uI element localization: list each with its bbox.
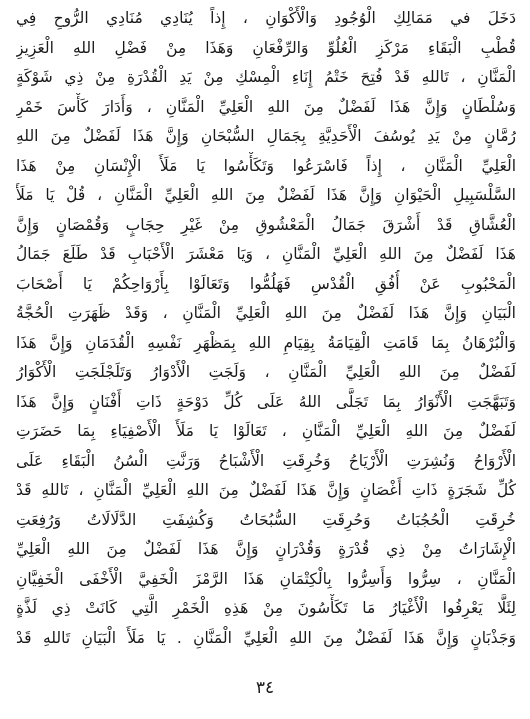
- text-line: الْإِشَارَاتُ مِنْ ذِي قُدْرَةٍ وَقُدْرَانٍ وَإِنَّ هَذَا لَفَضْلٌ مِنَ اللهِ الْعَلِيِّ: [16, 540, 516, 558]
- text-line: رُمَّانٍ مِنْ يَدِ يُوسُفَ الْأَحَدِيَّةِ بِجَمَالِ السُّبْحَانِ وَإِنَّ هَذَا لَفَضْلٌ مِنَ اللهِ: [16, 127, 516, 145]
- arabic-text-body: [16, 4, 516, 653]
- text-line: دَخَلَ في مَمَالِكِ الْوُجُودِ وَالْأَكْوَانِ ، إِذاً يُنَادِي مُنَادِي الرُّوحِ فِي: [16, 9, 516, 27]
- text-line: السَّلْسَبِيلِ الْحَيْوَانِ وَإِنَّ هَذَا لَفَضْلٌ مِنَ اللهِ الْعَلِيِّ الْمَنَّانِ ، قُلْ يَا مَلَأَ: [16, 186, 516, 204]
- text-line: وَالْبُرْهَانُ بِمَا قَامَتِ الْقِيَامَةُ بِقِيَامِ اللهِ بِمَظْهَرِ نَفْسِهِ الْقُدَمَانِ وَإِنَّ هَذَا: [16, 333, 516, 352]
- text-line: كُلِّ شَجَرَةٍ ذَاتِ أَغْصَانٍ وَإِنَّ هَذَا لَفَضْلٌ مِنَ اللهِ الْعَلِيِّ الْمَنَّانِ ، تَاللهِ قَدْ: [16, 481, 516, 499]
- text-line: لَفَضْلٌ مِنَ اللهِ الْعَلِيِّ الْمَنَّانِ ، تَعَالَوْا يَا مَلَأَ الْأَصْفِيَاءِ بِمَا حَضَرَتِ: [16, 422, 516, 440]
- text-line: خُرِقَتِ الْحُجُبَاتُ وَحُرِقَتِ السُّبُحَاتُ وَكُشِفَتِ الدَّلَالَاتُ وَرُفِعَتِ: [16, 510, 516, 529]
- text-line: الْمَنَّانِ ، تَاللهِ قَدْ فُتِحَ خَتْمُ إِنَاءِ الْمِسْكِ مِنْ يَدِ الْقُدْرَةِ مِنْ ذِي شَوْكَةٍ: [16, 68, 516, 86]
- text-line: الْعَلِيِّ الْمَنَّانِ ، إِذاً فَاسْرَعُوا وَتَكَأْسُوا يَا مَلَأَ الْإِنْسَانِ مِنْ هَذَا: [16, 156, 516, 175]
- page-number: ٣٤: [255, 678, 275, 698]
- text-line: لِئَلَّا يَعْرِفُوا الْأَغْيَارُ مَا تَكَأْسُونَ مِنْ هَذِهِ الْخَمْرِ الَّتِي كَانَتْ ذِي لَذَّةٍ: [16, 599, 516, 617]
- text-line: الْمَنَّانِ ، سِرُّوا وَأَسِرُّوا بِالْكِتْمَانِ هَذَا الرَّمْزَ الْخَفِيَّ الْأَخْفَى الْخَفِيَّانِ: [16, 569, 516, 588]
- text-line: وَجَذْبَانٍ وَإِنَّ هَذَا لَفَضْلٌ مِنَ اللهِ الْعَلِيِّ الْمَنَّانِ . يَا مَلَأَ الْبَيَانِ تَاللهِ قَدْ: [16, 628, 516, 647]
- text-line: هَذَا لَفَضْلٌ مِنَ اللهِ الْعَلِيِّ الْمَنَّانِ ، وَيَا مَعْشَرَ الْأَحْبَابِ قَدْ طَلَعَ جَمَالُ: [16, 245, 516, 263]
- text-line: لَفَضْلٌ مِنَ اللهِ الْعَلِيِّ الْمَنَّانِ ، وَلَجَتِ الْأَدْوَارُ وَتَلَجْلَجَتِ الْأَكْوَارُ: [16, 363, 516, 381]
- text-line: وَسُلْطَانٍ وَإِنَّ هَذَا لَفَضْلٌ مِنَ اللهِ الْعَلِيِّ الْمَنَّانِ ، وَأَدَارَ كَأْسَ خَمْرِ: [16, 97, 516, 116]
- text-line: قُطْبِ الْبَقَاءِ مَرْكَزِ الْعُلُوِّ وَالرِّفْعَانِ وَهَذَا مِنْ فَضْلِ اللهِ الْعَزِيزِ: [16, 38, 516, 57]
- text-line: الْمَحْبُوبِ عَنْ أُفُقِ الْقُدْسِ فَهَلُمُّوا وَتَعَالَوْا بِأَرْوَاحِكُمْ يَا أَصْحَابَ: [16, 274, 516, 293]
- text-line: وَتَبَهَّجَتِ الْأَنْوَارُ بِمَا تَجَلَّى اللهُ عَلَى كُلِّ دَوْحَةٍ ذَاتِ أَفْنَانٍ وَإِنَّ هَذَا: [16, 392, 516, 411]
- text-line: الْأَرْوَاحُ وَنُشِرَتِ الْأَرْيَاحُ وَخُرِقَتِ الْأَشْبَاحُ وَرَنَّتِ الْسُنُ الْبَقَاءِ عَلَى: [16, 451, 516, 470]
- text-line: الْبَيَانِ وَإِنَّ هَذَا لَفَضْلٌ مِنَ اللهِ الْعَلِيِّ الْمَنَّانِ ، وَقَدْ ظَهَرَتِ الْحُجَّةُ: [16, 304, 516, 322]
- text-line: الْعُشَّاقِ قَدْ أَشْرَقَ جَمَالُ الْمَعْشُوقِ مِنْ غَيْرِ حِجَابٍ وَقُمْصَانٍ وَإِنَّ: [16, 215, 516, 234]
